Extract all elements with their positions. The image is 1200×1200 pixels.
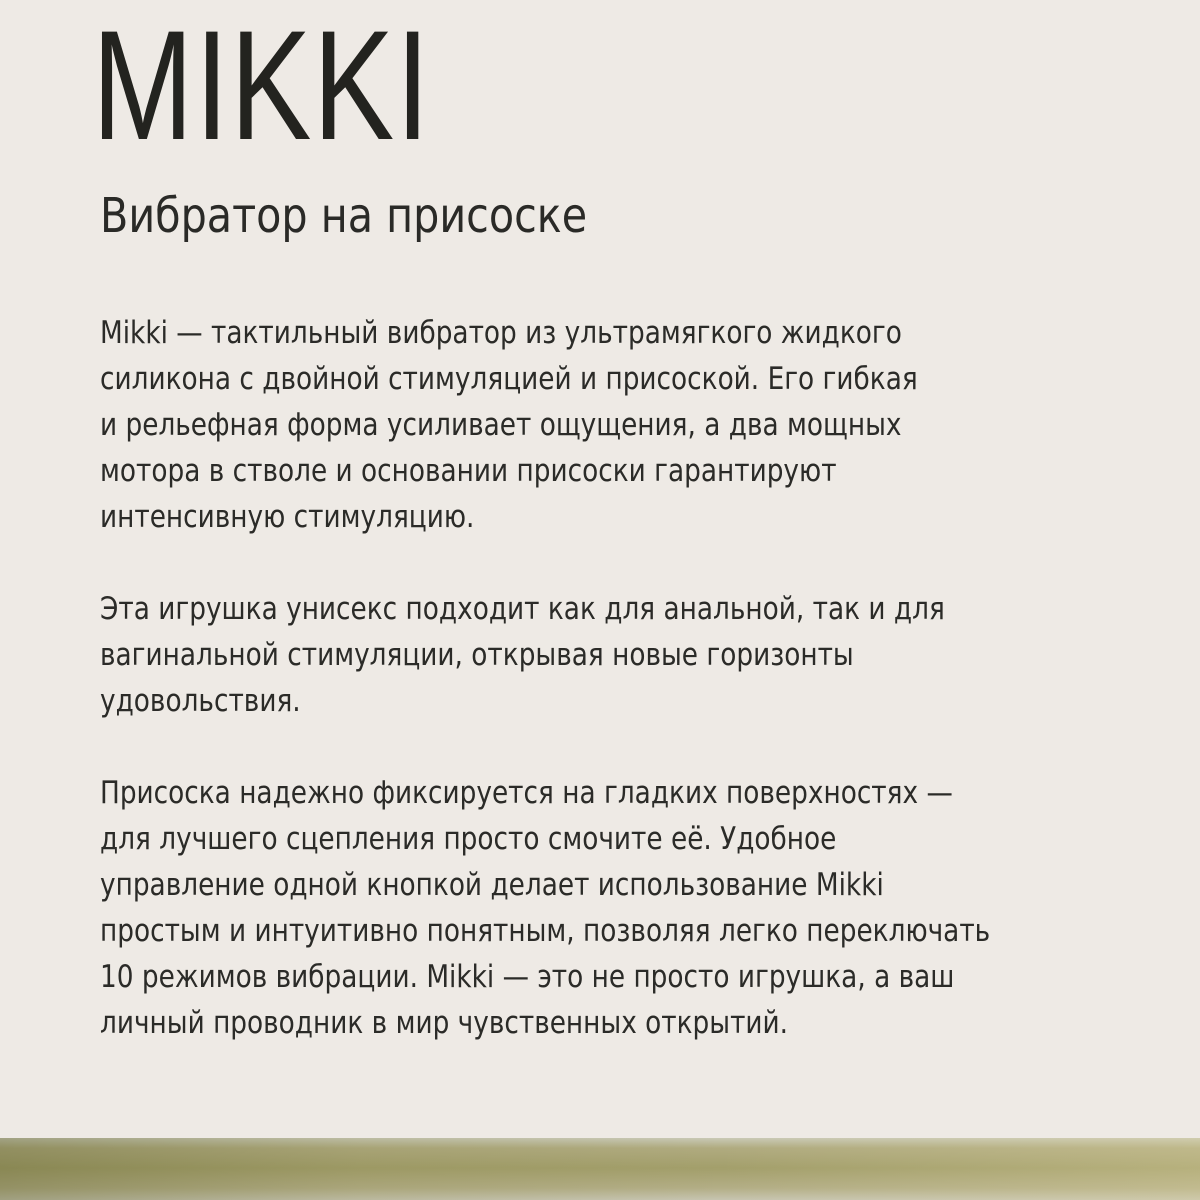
paragraph-line: для лучшего сцепления просто смочите её. Удобное bbox=[100, 821, 837, 857]
product-subtitle: Вибратор на присоске bbox=[100, 188, 588, 244]
paragraph-line: и рельефная форма усиливает ощущения, а два мощных bbox=[100, 407, 902, 443]
paragraph-line: Присоска надежно фиксируется на гладких поверхностях — bbox=[100, 775, 953, 811]
decorative-bottom-band bbox=[0, 1138, 1200, 1200]
paragraph-line: 10 режимов вибрации. Mikki — это не просто игрушка, а ваш bbox=[100, 959, 955, 995]
paragraph-line: силикона с двойной стимуляцией и присоской. Его гибкая bbox=[100, 361, 918, 397]
description-paragraph-2 bbox=[100, 586, 1180, 724]
description-paragraph-1 bbox=[100, 310, 1180, 540]
product-description bbox=[100, 310, 1180, 1092]
paragraph-line: интенсивную стимуляцию. bbox=[100, 499, 475, 535]
paragraph-line: простым и интуитивно понятным, позволяя легко переключать bbox=[100, 913, 991, 949]
description-paragraph-3 bbox=[100, 770, 1180, 1046]
paragraph-line: Mikki — тактильный вибратор из ультрамягкого жидкого bbox=[100, 315, 902, 351]
brand-title: MIKKI bbox=[92, 0, 432, 173]
paragraph-line: вагинальной стимуляции, открывая новые горизонты bbox=[100, 637, 854, 673]
paragraph-line: управление одной кнопкой делает использование Mikki bbox=[100, 867, 884, 903]
paragraph-line: удовольствия. bbox=[100, 683, 301, 719]
paragraph-line: личный проводник в мир чувственных открытий. bbox=[100, 1005, 789, 1041]
paragraph-line: мотора в стволе и основании присоски гарантируют bbox=[100, 453, 837, 489]
paragraph-line: Эта игрушка унисекс подходит как для анальной, так и для bbox=[100, 591, 945, 627]
